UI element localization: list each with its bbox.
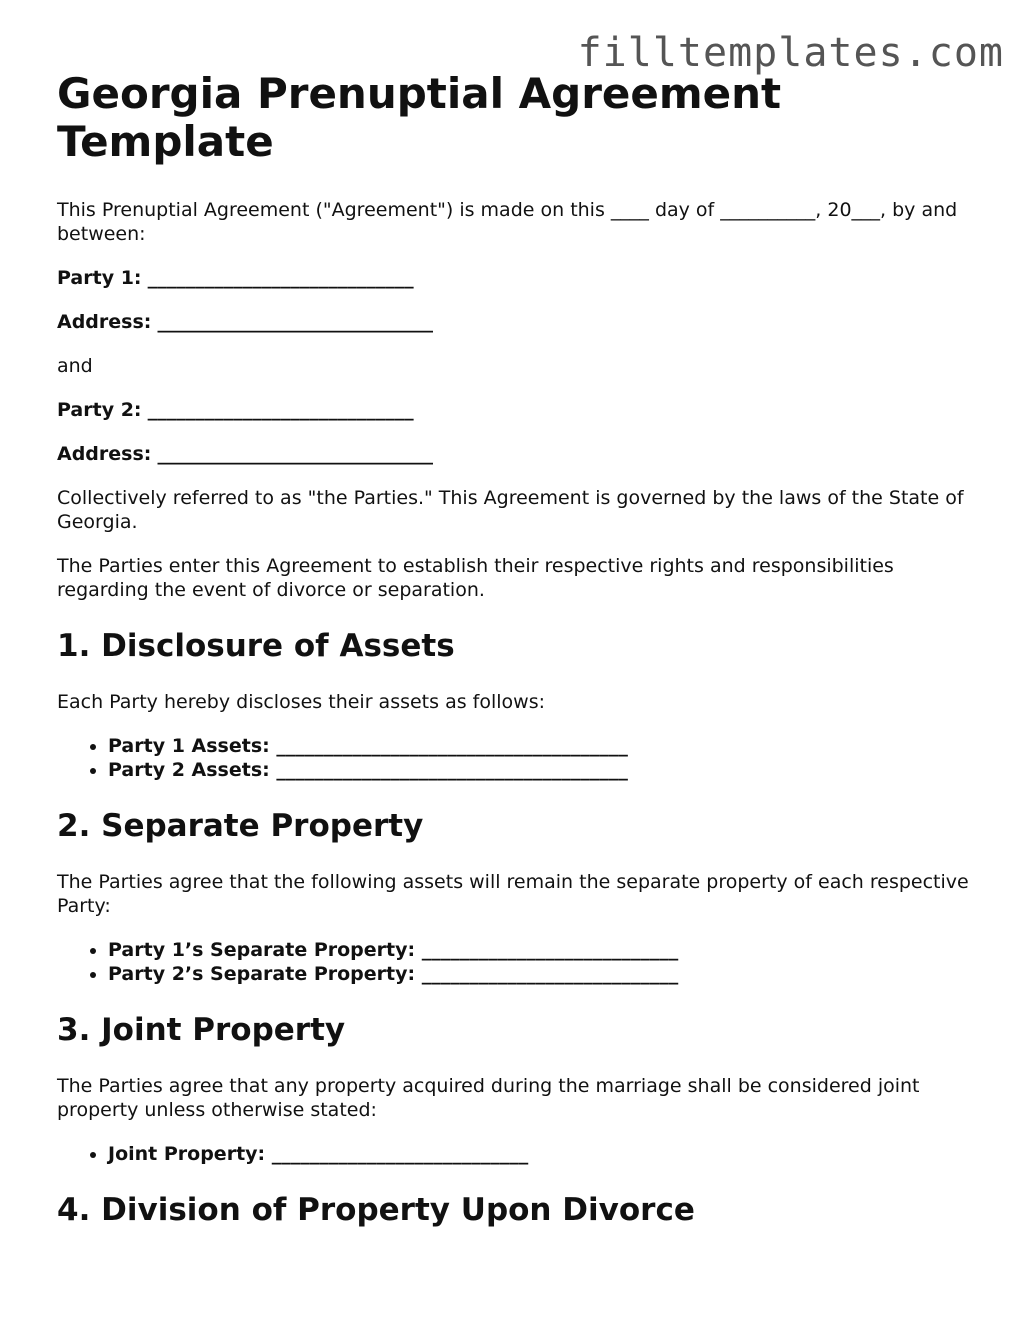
- title-line-2: Template: [57, 117, 274, 166]
- site-watermark: filltemplates.com: [577, 30, 1004, 76]
- section-4-heading: 4. Division of Property Upon Divorce: [57, 1192, 695, 1228]
- title-line-1: Georgia Prenuptial Agreement: [57, 69, 782, 118]
- party-1-label: Party 1:: [57, 267, 142, 289]
- section-1-heading: 1. Disclosure of Assets: [57, 628, 455, 664]
- list-item: • Joint Property: ___________________________: [108, 1142, 987, 1166]
- section-3-text: The Parties agree that any property acquired during the marriage shall be considered joint property unless otherwise stated:: [57, 1075, 920, 1121]
- and-text: and: [57, 355, 93, 377]
- list-item: • Party 1 Assets: _____________________________________: [108, 734, 987, 758]
- list-item: • Party 2 Assets: _____________________________________: [108, 758, 987, 782]
- document-title: [57, 70, 987, 166]
- party-1-blank: ____________________________: [147, 267, 414, 289]
- section-1-list: [57, 734, 987, 782]
- section-2-heading: 2. Separate Property: [57, 808, 424, 844]
- address-1-label: Address:: [57, 311, 152, 333]
- address-2-line: [57, 442, 987, 466]
- list-item: • Party 2’s Separate Property: ___________________________: [108, 962, 987, 986]
- party-2-line: [57, 398, 987, 422]
- section-3-list: [57, 1142, 987, 1166]
- collective-paragraph: Collectively referred to as "the Parties." This Agreement is governed by the laws of the State of Georgia.: [57, 487, 964, 533]
- party-1-line: [57, 266, 987, 290]
- section-2-list: [57, 938, 987, 986]
- purpose-paragraph: The Parties enter this Agreement to establish their respective rights and responsibilities regarding the event of divorce or separation.: [57, 555, 894, 601]
- intro-paragraph: This Prenuptial Agreement ("Agreement") is made on this ____ day of __________, 20___, by and between:: [57, 199, 958, 245]
- party-2-blank: ____________________________: [147, 399, 414, 421]
- section-1-text: Each Party hereby discloses their assets as follows:: [57, 691, 545, 713]
- address-2-blank: _____________________________: [157, 443, 433, 465]
- section-2-text: The Parties agree that the following assets will remain the separate property of each respective Party:: [57, 871, 969, 917]
- address-1-line: [57, 310, 987, 334]
- address-1-blank: _____________________________: [157, 311, 433, 333]
- document-page: [57, 70, 987, 1228]
- address-2-label: Address:: [57, 443, 152, 465]
- section-3-heading: 3. Joint Property: [57, 1012, 346, 1048]
- list-item: • Party 1’s Separate Property: ___________________________: [108, 938, 987, 962]
- party-2-label: Party 2:: [57, 399, 142, 421]
